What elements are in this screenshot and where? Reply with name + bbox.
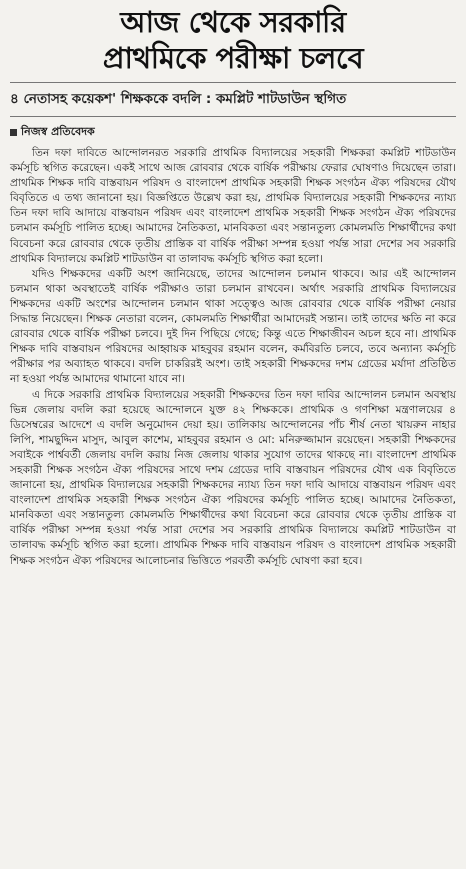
paragraph-2: যদিও শিক্ষকদের একটি অংশ জানিয়েছে, তাদের আন্দোলন চলমান থাকবে। আর এই আন্দোলন চলমান থাকা অবস্থাতেই বার্ষিক পরীক্ষাও তারা চলমান রাখবেন। অর্থাৎ সরকারি প্রাথমিক বিদ্যালয়ের শিক্ষকদের একটি অংশের আন্দোলন চলমান থাকা সত্ত্বেও আজ রোববার থেকে বার্ষিক পরীক্ষা নেয়ার সিদ্ধান্ত নিয়েছেন। শিক্ষক নেতারা বলেন, কোমলমতি শিক্ষার্থীরা আমাদেরই সন্তান। তাই তাদের ক্ষতি না করে রোববার থেকে বার্ষিক পরীক্ষা চলবে। দুই দিন পিছিয়ে গেছে; কিন্তু এতে শিক্ষাজীবন অচল হবে না। প্রাথমিক শিক্ষক দাবি বাস্তবায়ন পরিষদের আহ্বায়ক মাহবুবর রহমান বলেন, কর্মবিরতি চলবে, তবে অন্যান্য কর্মসূচি পরীক্ষার পর অব্যাহত থাকবে। বদলি চাকরিরই অংশ। তাই সহকারী শিক্ষকদের দশম গ্রেডের মর্যাদা প্রতিষ্ঠিত না হওয়া পর্যন্ত আমাদের থামানো যাবে না। bbox=[10, 267, 456, 386]
paragraph-1: তিন দফা দাবিতে আন্দোলনরত সরকারি প্রাথমিক বিদ্যালয়ের সহকারী শিক্ষকরা কমপ্লিট শাটডাউন কর্মসূচি স্থগিত করেছেন। একই সাথে আজ রোববার থেকে বার্ষিক পরীক্ষায় ফেরার ঘোষণাও দিয়েছেন তারা। প্রাথমিক শিক্ষক দাবি বাস্তবায়ন পরিষদ ও বাংলাদেশ প্রাথমিক সহকারী শিক্ষক সংগঠন ঐক্য পরিষদের যৌথ বিবৃতিতে এ তথ্য জানানো হয়। বিজ্ঞপ্তিতে উল্লেখ করা হয়, প্রাথমিক বিদ্যালয়ের সহকারী শিক্ষকদের ন্যায্য তিন দফা দাবি আদায়ে বাস্তবায়ন পরিষদ এবং বাংলাদেশ প্রাথমিক সহকারী শিক্ষক সংগঠন ঐক্য পরিষদের চলমান কর্মসূচি পালিত হচ্ছে। আমাদের নৈতিকতা, মানবিকতা এবং সন্তানতুল্য কোমলমতি শিক্ষার্থীদের কথা বিবেচনা করে রোববার থেকে তৃতীয় প্রান্তিক বা বার্ষিক পরীক্ষা সম্পন্ন হওয়া পর্যন্ত সারা দেশের সব সরকারি প্রাথমিক বিদ্যালয়ে কমপ্লিট শাটডাউন বা তালাবদ্ধ কর্মসূচি স্থগিত করা হলো। bbox=[10, 147, 456, 265]
headline bbox=[10, 4, 456, 76]
square-bullet-icon bbox=[10, 129, 17, 136]
byline bbox=[10, 123, 456, 142]
byline-text: নিজস্ব প্রতিবেদক bbox=[21, 125, 95, 138]
article-body bbox=[10, 146, 456, 569]
paragraph-3: এ দিকে সরকারি প্রাথমিক বিদ্যালয়ের সহকারী শিক্ষকদের তিন দফা দাবির আন্দোলন চলমান অবস্থায় ভিন্ন জেলায় বদলি করা হয়েছে আন্দোলনে যুক্ত ৪২ শিক্ষককে। প্রাথমিক ও গণশিক্ষা মন্ত্রণালয়ের ৪ ডিসেম্বরের আদেশে এ বদলি অনুমোদন দেয়া হয়। তালিকায় আন্দোলনের পাঁচ শীর্ষ নেতা খায়রুন নাহার লিপি, শামছুদ্দিন মাসুদ, আবুল কাশেম, মাহবুবর রহমান ও মো: মনিরুজ্জামান রয়েছেন। সহকারী শিক্ষকদের সবাইকে পার্শ্ববর্তী জেলায় বদলি করায় নিজ জেলায় থাকার সুযোগ তাদের থাকছে না। বাংলাদেশ প্রাথমিক সহকারী শিক্ষক সংগঠন ঐক্য পরিষদের সাথে দশম গ্রেডের দাবি বাস্তবায়ন পরিষদের যৌথ এক বিবৃতিতে জানানো হয়, প্রাথমিক বিদ্যালয়ের সহকারী শিক্ষকদের ন্যায্য তিন দফা দাবি আদায়ে বাস্তবায়ন পরিষদ এবং বাংলাদেশ প্রাথমিক সহকারী শিক্ষক সংগঠন ঐক্য পরিষদের কর্মসূচি পালিত হচ্ছে। আমাদের নৈতিকতা, মানবিকতা এবং সন্তানতুল্য কোমলমতি শিক্ষার্থীদের কথা বিবেচনা করে রোববার থেকে তৃতীয় প্রান্তিক বা বার্ষিক পরীক্ষা সম্পন্ন হওয়া পর্যন্ত সারা দেশের সব সরকারি প্রাথমিক বিদ্যালয়ে কমপ্লিট শাটডাউন বা তালাবদ্ধ কর্মসূচি স্থগিত করা হলো। প্রাথমিক শিক্ষক দাবি বাস্তবায়ন পরিষদ ও বাংলাদেশ প্রাথমিক সহকারী শিক্ষক সংগঠন ঐক্য পরিষদের আলোচনার ভিত্তিতে পরবর্তী কর্মসূচি ঘোষণা করা হবে। bbox=[10, 388, 456, 567]
subheadline: ৪ নেতাসহ কয়েকশ' শিক্ষককে বদলি : কমপ্লিট শাটডাউন স্থগিত bbox=[10, 82, 456, 117]
headline-line-2: প্রাথমিকে পরীক্ষা চলবে bbox=[102, 41, 364, 75]
headline-line-1: আজ থেকে সরকারি bbox=[120, 5, 346, 39]
